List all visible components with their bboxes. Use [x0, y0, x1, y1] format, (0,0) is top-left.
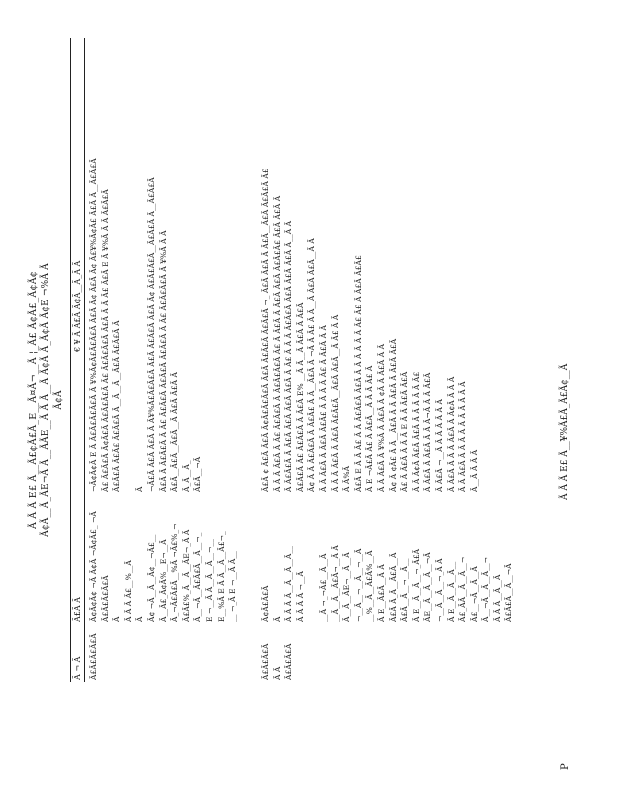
table-cell-line: Ã: [112, 616, 122, 622]
table-cell-line: __Ã ¬_¬Ã£__Ã__Ã: [318, 553, 328, 622]
group-2-col-0: [260, 628, 295, 680]
table-cell-line: Ã£Ã£Ã£Ã: [284, 643, 294, 680]
table-cell-line: Ã¢Ã¢Ã¢ ¬Ã Ã¢Ã ¬Ã¢Ã£_ ¬Ã: [89, 511, 98, 622]
table-cell-line: Ã¢ ¬Ã__Ã__Ã¢__¬Ã£__: [146, 534, 156, 622]
group-1-col-1: [88, 498, 239, 622]
table-cell-line: Ã Ã Ã Ã£Ã Ã Ã£ Ã£Ã£Ã Ã Ã£Ã£Ã£Ã Ã£ Ã Ã£Ã Ã Ã£Ã Ã£Ã Ã£Ã£Ã£ Ã£Ã Ã£Ã Ã: [272, 195, 282, 492]
header-col-1: Ã£Ã Ã: [73, 597, 82, 622]
table-cell-line: Ã__¬Ã__Ã£Ã£Ã__Ã__¬_: [193, 532, 203, 622]
table-cell-line: [503, 40, 515, 492]
table-cell-line: Ã£Ã E Ã Ã Ã£ Ã Ã Ã£Ã£Ã Ã£Ã Ã Ã Ã Ã Ã Ã Ã£ Ã£ Ã Ã£Ã Ã£Ã£: [353, 255, 363, 492]
table-cell-line: [492, 40, 504, 492]
table-cell-line: Ã£Ã__Ã__¬__Ã__: [400, 558, 410, 622]
table-cell-line: Ã¢ Ã Ã Ã£Ã£Ã Ã Ã£Ã£ Ã Ã__Ã£Ã Ã ¬Ã Ã Ã£ Ã Ã__Ã Ã£Ã Ã£Ã__Ã Ã: [307, 238, 317, 492]
table-cell-line: Ã__Ã__ÃE¬__Ã__Ã: [342, 552, 352, 622]
table-cell-line: Ã_Ã__Ã_: [181, 460, 191, 492]
table-cell-line: Ã E__Ã__Ã__Ã__: [446, 561, 456, 622]
table-cell-line: Ã£Ã__¬Ã: [193, 456, 203, 492]
group-1-col-0: [88, 628, 100, 680]
table-cell-line: E ¬__Ã Ã__Ã__Ã__¬__: [204, 538, 214, 622]
table-cell-line: Ã Ã%Ã: [342, 465, 352, 492]
table-cell-line: Ã Ã Ã£Ã Ã ¥%Ã Ã Ã£Ã Ã ¢Ã Ã Ã£Ã Ã Ã: [376, 343, 386, 492]
table-cell-line: __ ¬_Ã E ¬__Ã Ã__: [228, 551, 238, 622]
table-cell-line: Ã£Ã£Ã£Ã£Ã: [100, 575, 110, 622]
table-cell-line: [216, 40, 228, 492]
table-cell-line: Ã¢Ã£Ã£Ã: [261, 585, 270, 622]
table-cell-line: Ã£ Ã£Ã£Ã Ã¢Ã£Ã Ã£Ã£Ã£Ã Ã£ Ã£Ã£Ã£Ã Ã£Ã Ã Ã Ã£ Ã£Ã E Ã ¥%Ã Ã Ã Ã£Ã£Ã: [100, 189, 110, 492]
table-cell-line: ¬__Ã__Ã__¬_Ã Ã: [434, 558, 444, 622]
table-cell-line: ÃE__Ã__Ã__Ã__¬Ã: [423, 552, 433, 622]
table-cell-line: Ã: [272, 616, 282, 622]
table-cell-line: Ã Ã Ã£Ã Ã Ã£Ã Ã£Ã£ Ã Ã Ã Ã Ã£ Ã Ã£Ã Ã Ã: [318, 325, 328, 492]
table-cell-line: Ã£Ã__Ã£Ã__Ã£Ã__Ã Ã£Ã Ã£Ã Ã: [170, 372, 180, 492]
table-cell-line: Ã Ã Ã Ã£__%__Ã: [123, 560, 133, 622]
group-2-col-2: [260, 40, 515, 492]
table-cell-line: Ã£Ã Ã_Ã__Ã£Ã__Ã: [388, 552, 398, 622]
table-cell-line: [204, 40, 216, 492]
table-cell-line: Ã£Ã ¢ Ã£Ã Ã£Ã Ã¢Ã£Ã£Ã£Ã Ã£Ã Ã£Ã£Ã Ã£Ã£Ã ¬_ Ã£Ã Ã£Ã Ã Ã£Ã__Ã£Ã Ã£Ã£Ã Ã£: [261, 168, 270, 492]
table-cell-line: Ã Ã Ã Ã ¬__Ã: [295, 570, 305, 622]
table-cell-line: Ã£Ã£Ã£Ã: [261, 643, 270, 680]
group-1-col-2: [88, 40, 239, 492]
table-cell-line: Ã£ Ã Ã£Ã Ã Ã Ã E Ã Ã Ã£Ã Ã£Ã: [400, 371, 410, 492]
table-cell-line: Ã£Ã£%_Ã__Ã__ÃE¬_Ã Ã: [181, 529, 191, 622]
table-cell-line: ¬Ã£Ã Ã£Ã Ã£Ã Ã Ã¥%Ã£Ã£Ã£Ã Ã£Ã Ã£Ã£Ã Ã£Ã Ã¢ Ã£Ã£Ã£Ã__Ã£Ã£Ã Ã__Ã£Ã£Ã: [146, 177, 156, 492]
table-cell-line: Ã£Ã Ã Ã£Ã£Ã Ã Ã£ Ã£Ã£Ã Ã£Ã£Ã Ã£Ã£Ã Ã Ã£ Ã£Ã£Ã£Ã Ã ¥%Ã Ã Ã: [158, 230, 168, 492]
table-caption-line-1: Ã Ã Ã E£ Ã__Ã£¢Ã£Ã_E__Ã¤Ã¬__Ã ¦_Ã£ Ã¢Ã£_Ã¢Ã¢: [28, 270, 39, 530]
table-cell-line: Ã__Ã£_Ã¢Ã%__E¬__Ã: [158, 539, 168, 622]
table-cell-line: Ã Ã£Ã Ã Ã£Ã Ã Ã Ã¬Ã Ã Ã Ã£Ã: [423, 372, 433, 492]
table-cell-line: Ã__Ã Ã Ã Ã: [469, 449, 479, 492]
table-header-rule: [84, 38, 85, 682]
table-cell-line: Ã__¬Ã__Ã__Ã__¬: [481, 556, 491, 622]
table-cell-line: [306, 498, 318, 622]
header-col-0: Ã ¬ Ã: [73, 656, 82, 680]
table-cell-line: Ã Ã Ã__Ã__Ã: [492, 574, 502, 622]
page-number: P: [560, 763, 571, 770]
table-cell-line: ¬__Ã__¬__Ã__¬__Ã: [353, 548, 363, 622]
table-cell-line: [480, 40, 492, 492]
table-cell-line: Ã Ã Ã Ã£Ã Ã Ã£Ã Ã£Ã£Ã__Ã£Ã Ã£Ã__Ã Ã£ Ã Ã: [330, 314, 340, 492]
table-cell-line: Ã£Ã£Ã£Ã£Ã: [89, 633, 98, 680]
table-caption-line-3: Ã¢Ã: [54, 390, 64, 410]
table-cell-line: Ã¢ Ã ¢Ã£ Ã Ã__Ã£Ã Ã Ã Ã£Ã Ã Ã£Ã Ã£Ã: [388, 338, 398, 492]
table-cell-line: Ã Ã Ã¢Ã Ã£Ã Ã£Ã Ã Ã Ã Ã Ã Ã£: [411, 371, 421, 492]
table-cell-line: Ã£_ÃÃ__Ã__Ã__¬: [458, 556, 468, 622]
table-cell-line: Ã£Ã£Ã__Ã__¬Ã: [504, 563, 514, 622]
table-caption-line-2: Ã¢Ã__Ã_ÃE¬Ã Ã__ÃÃE__Ã Ã Ã__Ã Ã¢Ã Ã_Ã¢Ã Ã¢E ¬%Ã Ã: [41, 263, 51, 537]
table-cell-line: __Ã__Ã__Ã£Ã¬__Ã Ã: [330, 545, 340, 622]
table-cell-line: Ã E ¬Ã£Ã Ã£ Ã Ã£Ã__Ã Ã Ã Ã£ Ã: [365, 365, 375, 492]
table-cell-line: Ã Ã£Ã ¬__Ã Ã Ã Ã Ã Ã Ã: [434, 399, 444, 492]
table-cell-line: E__%Ã E Ã Ã__Ã__Ã£¬_: [216, 531, 226, 622]
header-col-2: € ¥ Ã Ã£Ã Ã¢Ã__Ã_Ã Ã: [73, 260, 82, 352]
table-cell-line: Ã Ã Ã£Ã Ã Ã Ã Ã Ã Ã Ã Ã Ã Ã: [458, 381, 468, 492]
table-cell-line: [123, 40, 135, 492]
table-cell-line: Ã Ã£Ã Ã Ã Ã Ã£Ã Ã Ã¢Ã Ã Ã Ã: [446, 376, 456, 492]
table-cell-line: Ã£Ã£Ã Ã£Ã£ Ã£Ã£Ã Ã__Ã__Ã__Ã£Ã Ã£Ã£Ã Ã: [112, 320, 122, 492]
table-cell-line: Ã_¬Ã£Ã£Ã__%Ã ¬Ã£%_¬: [170, 523, 180, 622]
table-cell-line: Ã: [135, 616, 145, 622]
table-cell-line: Ã: [135, 486, 145, 492]
table-top-rule: [70, 38, 71, 682]
table-cell-line: ¬Ã¢Ã¢Ã E Ã Ã£Ã£Ã£Ã£Ã Ã ¥%Ã¢Ã£Ã£Ã£Ã Ã£Ã Ã¢ Ã£Ã Ã¢ Ã£¥%Ã¢Ã£ Ã£Ã Ã__Ã£Ã£Ã: [89, 158, 98, 492]
table-cell-line: Ã Ã Ã Ã__Ã__Ã__Ã__: [284, 545, 294, 622]
table-cell-line: Ã Ã: [272, 666, 282, 680]
table-cell-line: Ã E__Ã£Ã__Ã Ã: [376, 564, 386, 622]
table-cell-line: Ã£__¬Ã__Ã__Ã: [469, 566, 479, 622]
table-cell-line: __%__Ã__Ã£Ã%__Ã: [365, 550, 375, 622]
table-cell-line: [227, 40, 239, 492]
group-2-col-1: [260, 498, 515, 622]
table-cell-line: Ã Ã£Ã£Ã Ã Ã£Ã Ã£Ã Ã£Ã Ã£Ã Ã Ã£ Ã Ã Ã Ã£Ã£Ã Ã£Ã Ã£Ã Ã£Ã Ã__Ã Ã: [284, 220, 294, 492]
table-cell-line: Ã E__Ã__Ã__¬_Ã£Ã: [411, 548, 421, 622]
table-cell-line: Ã£Ã£Ã Ã£ Ã£Ã£Ã Ã Ã£Ã E% __Ã Ã__Ã Ã£Ã Ã Ã£Ã: [295, 302, 305, 492]
running-footer: Ã Ã Ã E£ Ã__¥%Ã£Ã_Ã£Ã¢__Ã: [560, 363, 570, 500]
